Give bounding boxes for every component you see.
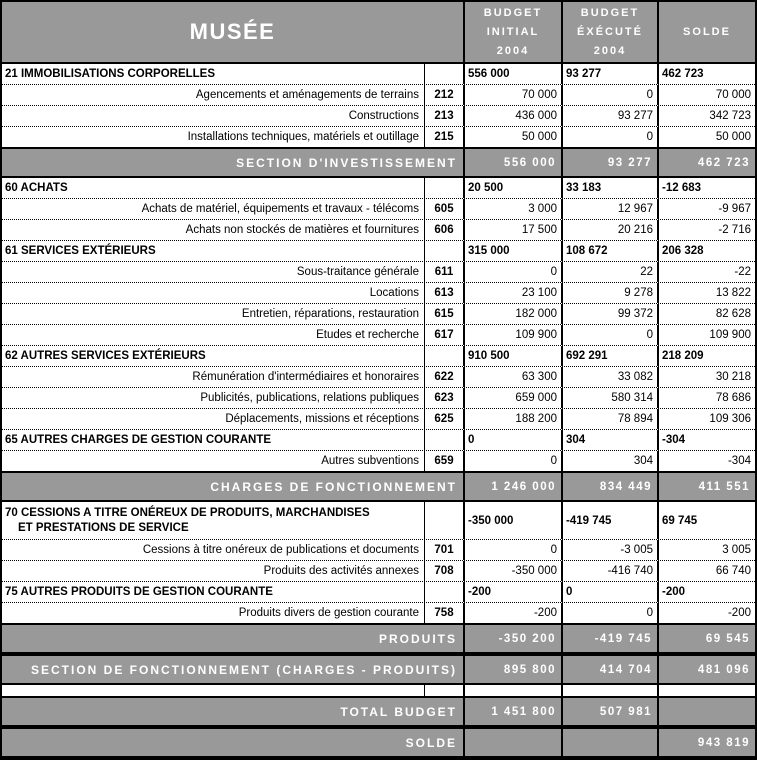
section-row — [2, 345, 755, 366]
value-budget-execute: 93 277 — [563, 149, 659, 176]
value-budget-initial: -350 000 — [465, 561, 563, 581]
section-row — [2, 502, 755, 539]
value-budget-initial: -350 200 — [465, 625, 563, 652]
value-budget-execute: 0 — [563, 127, 659, 147]
value-budget-initial: 659 000 — [465, 388, 563, 408]
value-solde: -12 683 — [662, 182, 702, 194]
column-header-budget-execute — [563, 2, 659, 62]
row-label — [2, 502, 425, 539]
table-row — [2, 387, 755, 408]
table-body — [2, 64, 755, 758]
account-code: 605 — [425, 199, 465, 219]
table-row — [2, 560, 755, 581]
value-solde: 462 723 — [697, 156, 750, 169]
account-code: 625 — [425, 409, 465, 429]
row-label: Agencements et aménagements de terrains — [2, 85, 425, 105]
value-solde: 69 545 — [705, 632, 750, 645]
value-budget-initial: 182 000 — [465, 304, 563, 324]
value-solde: -22 — [734, 266, 751, 278]
value-solde: -200 — [662, 586, 686, 598]
spacer-cell — [425, 685, 465, 696]
value-budget-execute: 304 — [563, 451, 659, 471]
value-budget-initial: 0 — [465, 540, 563, 560]
value-solde: 50 000 — [715, 131, 751, 143]
value-solde: -2 716 — [718, 224, 751, 236]
value-budget-execute: 0 — [563, 582, 659, 602]
row-label: 61 SERVICES EXTÉRIEURS — [2, 241, 425, 261]
row-label: 65 AUTRES CHARGES DE GESTION COURANTE — [2, 430, 425, 450]
value-budget-initial: 0 — [465, 262, 563, 282]
value-budget-execute: 9 278 — [563, 283, 659, 303]
column-header-line: 2004 — [593, 44, 627, 57]
row-label: Autres subventions — [2, 451, 425, 471]
value-budget-execute: 304 — [563, 430, 659, 450]
row-label: Publicités, publications, relations publiques — [2, 388, 425, 408]
value-solde: 481 096 — [697, 663, 750, 676]
value-budget-execute: -416 740 — [563, 561, 659, 581]
table-header-row — [2, 2, 755, 64]
account-code — [425, 582, 465, 602]
value-budget-execute: 507 981 — [563, 698, 659, 725]
value-budget-initial: 556 000 — [465, 149, 563, 176]
summary-label: SECTION DE FONCTIONNEMENT (CHARGES - PRODUITS) — [2, 656, 465, 683]
value-budget-execute: 93 277 — [563, 64, 659, 84]
value-budget-execute: 834 449 — [563, 473, 659, 500]
table-row — [2, 366, 755, 387]
column-header-line: SOLDE — [683, 25, 731, 38]
value-solde: -200 — [727, 607, 751, 619]
account-code: 623 — [425, 388, 465, 408]
value-solde: 411 551 — [698, 480, 750, 493]
row-label: Etudes et recherche — [2, 325, 425, 345]
spacer-cell — [2, 685, 425, 696]
value-budget-initial: 315 000 — [465, 241, 563, 261]
value-budget-initial: 910 500 — [465, 346, 563, 366]
spacer-row — [2, 685, 755, 696]
account-code — [425, 64, 465, 84]
account-code: 659 — [425, 451, 465, 471]
value-budget-execute: 22 — [563, 262, 659, 282]
value-budget-execute: 33 082 — [563, 367, 659, 387]
value-budget-execute: 20 216 — [563, 220, 659, 240]
row-label: Produits des activités annexes — [2, 561, 425, 581]
column-header-line: 2004 — [496, 44, 530, 57]
table-row — [2, 408, 755, 429]
value-budget-initial: 3 000 — [465, 199, 563, 219]
value-budget-initial — [465, 729, 563, 756]
value-solde: 206 328 — [662, 245, 704, 257]
column-header-line: BUDGET — [483, 6, 543, 19]
value-budget-execute: 93 277 — [563, 106, 659, 126]
row-label: Constructions — [2, 106, 425, 126]
value-budget-execute: 12 967 — [563, 199, 659, 219]
account-code: 615 — [425, 304, 465, 324]
row-label: 60 ACHATS — [2, 178, 425, 198]
column-header-line: BUDGET — [580, 6, 640, 19]
value-budget-execute: 0 — [563, 85, 659, 105]
summary-label: PRODUITS — [2, 625, 465, 652]
value-budget-initial: 1 451 800 — [465, 698, 563, 725]
row-label: Produits divers de gestion courante — [2, 603, 425, 623]
value-budget-execute: -3 005 — [563, 540, 659, 560]
value-budget-execute: 99 372 — [563, 304, 659, 324]
row-label: Installations techniques, matériels et outillage — [2, 127, 425, 147]
table-row — [2, 539, 755, 560]
section-row — [2, 581, 755, 602]
section-row — [2, 429, 755, 450]
column-header-budget-initial — [465, 2, 563, 62]
account-code: 215 — [425, 127, 465, 147]
value-budget-initial: 20 500 — [465, 178, 563, 198]
row-label: 75 AUTRES PRODUITS DE GESTION COURANTE — [2, 582, 425, 602]
row-label: Locations — [2, 283, 425, 303]
table-row — [2, 126, 755, 147]
value-solde: 78 686 — [715, 392, 751, 404]
table-row — [2, 602, 755, 623]
value-budget-initial: 50 000 — [465, 127, 563, 147]
table-row — [2, 282, 755, 303]
account-code: 611 — [425, 262, 465, 282]
table-row — [2, 303, 755, 324]
value-budget-execute: 108 672 — [563, 241, 659, 261]
value-solde: 66 740 — [715, 565, 751, 577]
value-solde: -9 967 — [718, 203, 751, 215]
column-header-line: ÉXÉCUTÉ — [577, 25, 643, 38]
value-budget-initial: 0 — [465, 430, 563, 450]
row-label-line2: ET PRESTATIONS DE SERVICE — [18, 521, 189, 534]
section-row — [2, 64, 755, 84]
value-budget-execute: 33 183 — [563, 178, 659, 198]
value-solde: 218 209 — [662, 350, 704, 362]
column-header-solde — [659, 2, 755, 62]
value-solde: 943 819 — [697, 736, 750, 749]
account-code — [425, 502, 465, 539]
summary-row — [2, 471, 755, 502]
value-budget-execute: 78 894 — [563, 409, 659, 429]
table-row — [2, 261, 755, 282]
value-budget-initial: 188 200 — [465, 409, 563, 429]
value-solde: 109 900 — [709, 329, 751, 341]
value-solde: 3 005 — [722, 544, 751, 556]
value-budget-execute: 692 291 — [563, 346, 659, 366]
summary-label: TOTAL BUDGET — [2, 698, 465, 725]
value-budget-initial: 436 000 — [465, 106, 563, 126]
summary-label: SOLDE — [2, 729, 465, 756]
value-budget-execute: -419 745 — [563, 625, 659, 652]
value-solde: -304 — [727, 455, 751, 467]
value-budget-execute: 0 — [563, 603, 659, 623]
account-code — [425, 178, 465, 198]
row-label: Achats non stockés de matières et fournitures — [2, 220, 425, 240]
value-solde: 82 628 — [715, 308, 751, 320]
spacer-cell — [465, 685, 563, 696]
account-code — [425, 346, 465, 366]
account-code — [425, 430, 465, 450]
table-row — [2, 324, 755, 345]
section-row — [2, 240, 755, 261]
row-label: Déplacements, missions et réceptions — [2, 409, 425, 429]
value-budget-initial: 895 800 — [465, 656, 563, 683]
value-solde: 30 218 — [715, 371, 751, 383]
value-budget-initial: 17 500 — [465, 220, 563, 240]
value-budget-execute: 0 — [563, 325, 659, 345]
table-row — [2, 219, 755, 240]
value-budget-execute — [563, 729, 659, 756]
value-budget-execute: 580 314 — [563, 388, 659, 408]
row-label: 62 AUTRES SERVICES EXTÉRIEURS — [2, 346, 425, 366]
spacer-cell — [659, 685, 755, 696]
summary-row — [2, 727, 755, 758]
value-budget-execute: -419 745 — [563, 502, 659, 539]
row-label: 21 IMMOBILISATIONS CORPORELLES — [2, 64, 425, 84]
value-budget-initial: -200 — [465, 603, 563, 623]
section-row — [2, 178, 755, 198]
account-code: 758 — [425, 603, 465, 623]
account-code: 212 — [425, 85, 465, 105]
value-budget-execute: 414 704 — [563, 656, 659, 683]
row-label: Sous-traitance générale — [2, 262, 425, 282]
table-title: MUSÉE — [2, 2, 465, 62]
summary-row — [2, 696, 755, 727]
row-label: Entretien, réparations, restauration — [2, 304, 425, 324]
value-solde: -304 — [662, 434, 686, 446]
value-budget-initial: 23 100 — [465, 283, 563, 303]
account-code: 701 — [425, 540, 465, 560]
value-budget-initial: -200 — [465, 582, 563, 602]
account-code: 617 — [425, 325, 465, 345]
account-code — [425, 241, 465, 261]
row-label: Cessions à titre onéreux de publications et documents — [2, 540, 425, 560]
value-budget-initial: 70 000 — [465, 85, 563, 105]
account-code: 613 — [425, 283, 465, 303]
summary-label: SECTION D'INVESTISSEMENT — [2, 149, 465, 176]
row-label: Rémunération d'intermédiaires et honoraires — [2, 367, 425, 387]
value-solde: 70 000 — [715, 89, 751, 101]
table-row — [2, 198, 755, 219]
value-solde: 109 306 — [709, 413, 751, 425]
summary-label: CHARGES DE FONCTIONNEMENT — [2, 473, 465, 500]
account-code: 622 — [425, 367, 465, 387]
value-budget-initial: 0 — [465, 451, 563, 471]
table-row — [2, 105, 755, 126]
table-row — [2, 84, 755, 105]
value-solde: 462 723 — [662, 68, 704, 80]
summary-row — [2, 623, 755, 654]
summary-row — [2, 654, 755, 685]
value-budget-initial: -350 000 — [465, 502, 563, 539]
value-solde — [659, 698, 755, 725]
value-budget-initial: 109 900 — [465, 325, 563, 345]
value-solde: 69 745 — [662, 514, 698, 527]
column-header-line: INITIAL — [486, 25, 540, 38]
value-solde: 13 822 — [715, 287, 751, 299]
summary-row — [2, 147, 755, 178]
spacer-cell — [563, 685, 659, 696]
row-label: Achats de matériel, équipements et travaux - télécoms — [2, 199, 425, 219]
account-code: 606 — [425, 220, 465, 240]
row-label-line1: 70 CESSIONS A TITRE ONÉREUX DE PRODUITS, MARCHANDISES — [5, 506, 370, 519]
table-row — [2, 450, 755, 471]
account-code: 708 — [425, 561, 465, 581]
value-budget-initial: 1 246 000 — [465, 473, 563, 500]
account-code: 213 — [425, 106, 465, 126]
value-solde: 342 723 — [709, 110, 751, 122]
value-budget-initial: 63 300 — [465, 367, 563, 387]
value-budget-initial: 556 000 — [465, 64, 563, 84]
